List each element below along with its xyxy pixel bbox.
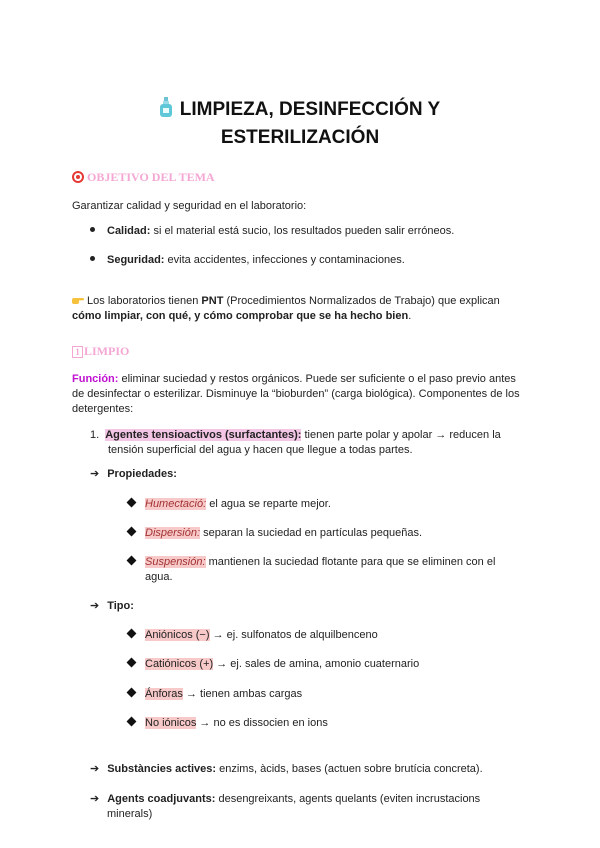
soap-bottle-icon <box>160 97 172 117</box>
title-line-2: ESTERILIZACIÓN <box>220 127 380 148</box>
pointing-hand-icon <box>72 295 84 305</box>
diamond-bullet-icon <box>127 527 137 537</box>
list-item-anionicos: Aniónicos (−) → ej. sulfonatos de alquilbenceno <box>128 628 528 643</box>
target-icon <box>72 171 84 183</box>
number-one-icon: 1 <box>72 346 83 358</box>
agents-coadjuvants: ➔ Agents coadjuvants: desengreixants, agents quelants (eviten incrustacions minerals) <box>90 793 481 820</box>
diamond-bullet-icon <box>127 556 137 566</box>
limpio-heading-text: LIMPIO <box>84 344 130 358</box>
diamond-bullet-icon <box>127 629 137 639</box>
list-item-cationicos: Catiónicos (+) → ej. sales de amina, amonio cuaternario <box>128 657 528 672</box>
list-item-humectacio: Humectació: el agua se reparte mejor. <box>128 497 528 512</box>
list-item-anforas: Ánforas → tienen ambas cargas <box>128 687 528 702</box>
arrow-right-icon: ➔ <box>90 468 100 480</box>
diamond-bullet-icon <box>127 498 137 508</box>
bullet-dot <box>90 256 95 261</box>
objective-heading <box>72 170 215 185</box>
list-item-suspension: Suspensión: mantienen la suciedad flotante para que se eliminen con el agua. <box>128 555 560 585</box>
pnt-paragraph: Los laboratorios tienen PNT (Procedimientos Normalizados de Trabajo) que explican cómo limpiar, con qué, y cómo comprobar que se ha hecho bien. <box>72 295 500 322</box>
list-item-dispersion: Dispersión: separan la suciedad en partículas pequeñas. <box>128 526 528 541</box>
list-item-calidad: Calidad: si el material está sucio, los resultados pueden salir erróneos. <box>90 224 454 239</box>
propiedades-label: ➔ Propiedades: <box>90 468 177 480</box>
objective-heading-text: OBJETIVO DEL TEMA <box>87 170 215 184</box>
bullet-dot <box>90 227 95 232</box>
list-item-seguridad: Seguridad: evita accidentes, infecciones y contaminaciones. <box>90 253 405 268</box>
substancies-actives: ➔ Substàncies actives: enzims, àcids, bases (actuen sobre brutícia concreta). <box>90 763 483 775</box>
diamond-bullet-icon <box>127 717 137 727</box>
arrow-right-icon: ➔ <box>90 763 100 775</box>
list-item-no-ionicos: No iónicos → no es dissocien en ions <box>128 716 528 731</box>
title-line-1: LIMPIEZA, DESINFECCIÓN Y <box>179 99 441 120</box>
funcion-paragraph: Función: eliminar suciedad y restos orgánicos. Puede ser suficiente o el paso previo antes de desinfectar o esterilizar. Disminuye la “bioburden” (carga biológica). Componentes de los detergentes: <box>72 373 520 415</box>
tipo-label: ➔ Tipo: <box>90 600 134 612</box>
arrow-right-icon: ➔ <box>90 600 100 612</box>
limpio-heading <box>72 344 129 359</box>
diamond-bullet-icon <box>127 658 137 668</box>
arrow-right-icon: ➔ <box>90 793 100 805</box>
list-item-tensioactivos: 1. Agentes tensioactivos (surfactantes): tienen parte polar y apolar → reducen la tensión superficial del agua y hacen que llegue a todas partes. <box>90 429 501 456</box>
diamond-bullet-icon <box>127 688 137 698</box>
objective-intro: Garantizar calidad y seguridad en el laboratorio: <box>72 200 307 212</box>
page-title <box>0 96 600 152</box>
